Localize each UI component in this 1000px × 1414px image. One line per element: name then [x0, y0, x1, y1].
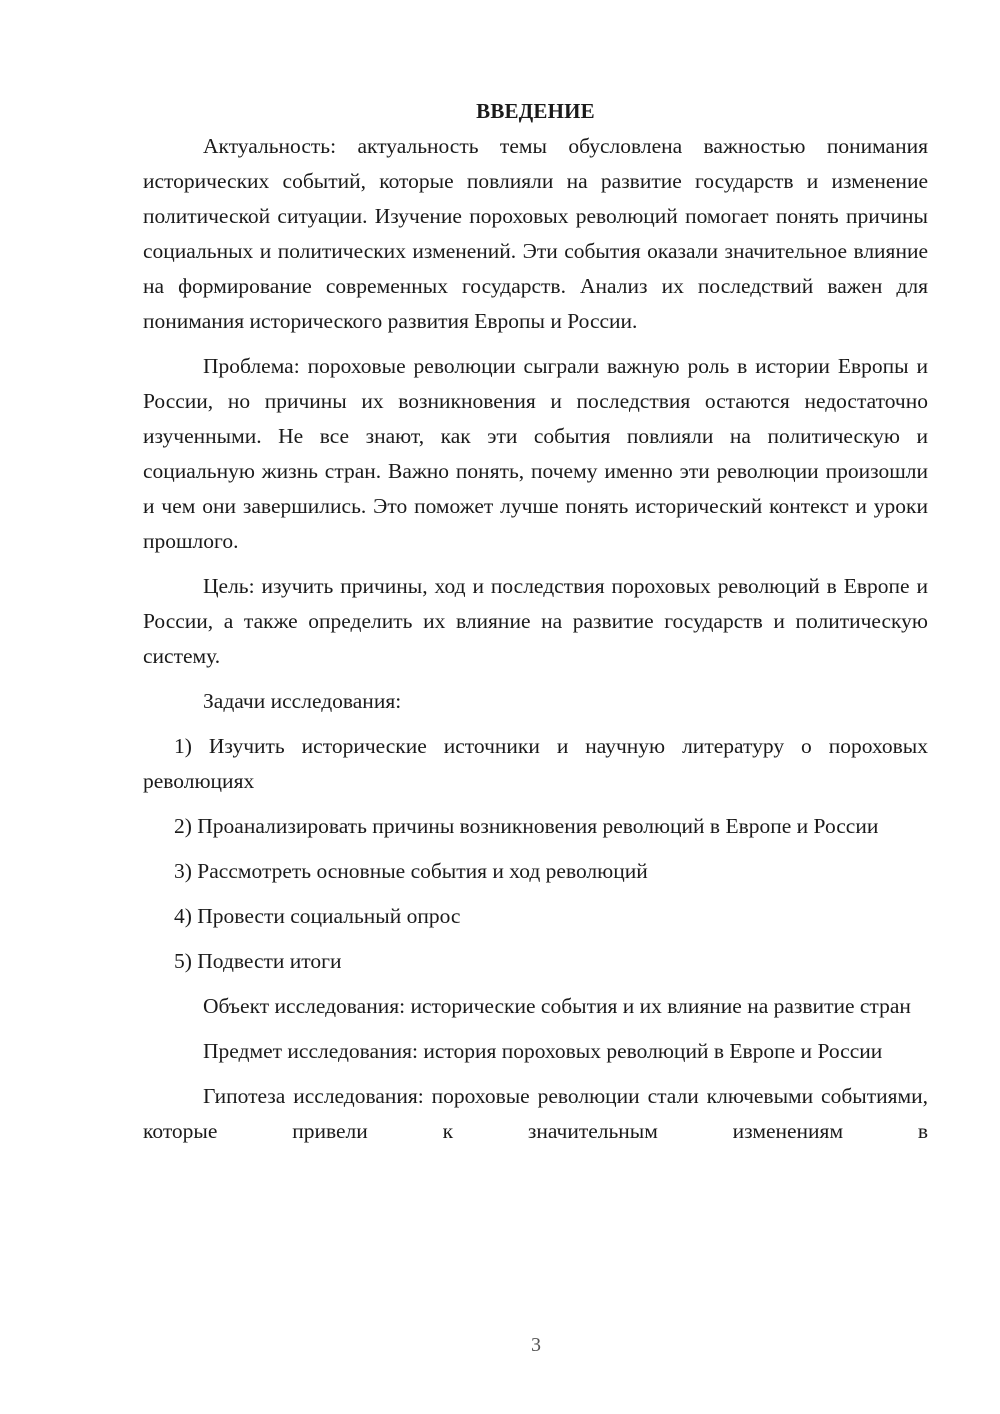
paragraph-goal: Цель: изучить причины, ход и последствия пороховых революций в Европе и России, а также определить их влияние на развитие государств и политическую систему. [143, 574, 928, 668]
task-item-3: 3) Рассмотреть основные события и ход революций [174, 859, 648, 883]
paragraph-hypothesis: Гипотеза исследования: пороховые революции стали ключевыми событиями, которые привели к значительным изменениям в [143, 1084, 928, 1143]
tasks-heading: Задачи исследования: [203, 689, 402, 713]
paragraph-relevance: Актуальность: актуальность темы обусловлена важностью понимания исторических событий, которые повлияли на развитие государств и изменение политической ситуации. Изучение пороховых революций помогает понять причины социальных и политических изменений. Эти события оказали значительное влияние на формирование современных государств. Анализ их последствий важен для понимания исторического развития Европы и России. [143, 134, 928, 333]
page-title: ВВЕДЕНИЕ [476, 99, 595, 123]
page-content [143, 94, 928, 1159]
task-item-1: 1) Изучить исторические источники и научную литературу о пороховых революциях [143, 734, 928, 793]
paragraph-object: Объект исследования: исторические события и их влияние на развитие стран [203, 994, 911, 1018]
paragraph-problem: Проблема: пороховые революции сыграли важную роль в истории Европы и России, но причины их возникновения и последствия остаются недостаточно изученными. Не все знают, как эти события повлияли на политическую и социальную жизнь стран. Важно понять, почему именно эти революции произошли и чем они завершились. Это поможет лучше понять исторический контекст и уроки прошлого. [143, 354, 928, 553]
task-item-5: 5) Подвести итоги [174, 949, 342, 973]
paragraph-subject: Предмет исследования: история пороховых революций в Европе и России [203, 1039, 883, 1063]
task-item-2: 2) Проанализировать причины возникновения революций в Европе и России [174, 814, 879, 838]
task-item-4: 4) Провести социальный опрос [174, 904, 461, 928]
page-number: 3 [531, 1334, 541, 1356]
